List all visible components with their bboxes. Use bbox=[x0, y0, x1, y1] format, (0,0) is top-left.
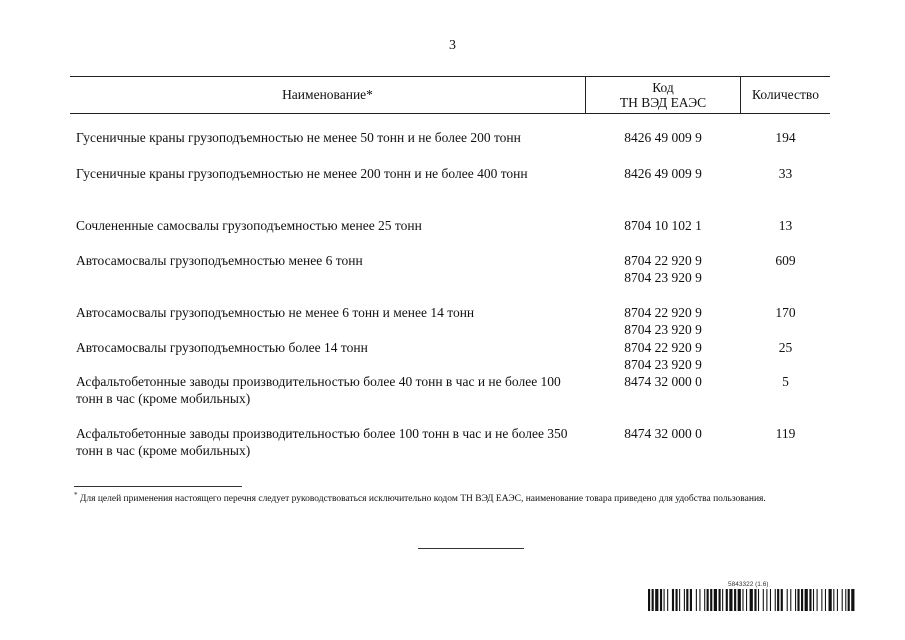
row-code: 8704 23 920 9 bbox=[624, 356, 702, 372]
barcode-bar bbox=[763, 589, 764, 611]
row-quantity: 194 bbox=[775, 130, 796, 145]
barcode-bar bbox=[684, 589, 685, 611]
barcode-label: 5843322 (1.6) bbox=[728, 581, 769, 588]
row-code: 8704 23 920 9 bbox=[624, 321, 702, 337]
barcode-bar bbox=[813, 589, 814, 611]
barcode-bar bbox=[758, 589, 759, 611]
barcode-bar bbox=[734, 589, 736, 611]
row-quantity: 25 bbox=[778, 340, 793, 355]
header-name: Наименование* bbox=[282, 87, 373, 102]
barcode-bar bbox=[746, 589, 747, 611]
row-name: Асфальтобетонные заводы производительностью более 40 тонн в час и не более 100 тонн в час (кроме мобильных) bbox=[76, 374, 561, 406]
row-quantity: 609 bbox=[775, 253, 796, 268]
barcode-bar bbox=[805, 589, 808, 611]
header-code-line1: Код bbox=[652, 79, 674, 95]
header-code-line2: ТН ВЭД ЕАЭС bbox=[619, 94, 707, 110]
row-codes bbox=[586, 374, 740, 391]
barcode-bar bbox=[845, 589, 846, 611]
row-code: 8704 10 102 1 bbox=[624, 218, 702, 233]
row-quantity: 170 bbox=[775, 305, 796, 320]
row-code: 8704 22 920 9 bbox=[624, 305, 702, 320]
barcode-bar bbox=[726, 589, 728, 611]
row-codes bbox=[586, 426, 740, 443]
barcode-bar bbox=[777, 589, 779, 611]
row-name: Автосамосвалы грузоподъемностью более 14 тонн bbox=[76, 340, 368, 355]
barcode-bar bbox=[664, 589, 665, 611]
barcode-bar bbox=[667, 589, 668, 611]
row-code: 8474 32 000 0 bbox=[624, 374, 702, 389]
barcode-bar bbox=[829, 589, 832, 611]
barcode-bar bbox=[797, 589, 799, 611]
barcode-bar bbox=[790, 589, 791, 611]
footnote-separator bbox=[74, 486, 242, 487]
barcode-bar bbox=[719, 589, 721, 611]
barcode-bar bbox=[787, 589, 788, 611]
page-number: 3 bbox=[449, 38, 456, 53]
barcode-bar bbox=[750, 589, 753, 611]
row-codes bbox=[586, 218, 740, 235]
barcode-bar bbox=[842, 589, 843, 611]
row-code: 8426 49 009 9 bbox=[624, 130, 702, 145]
barcode-bar bbox=[801, 589, 803, 611]
barcode-bar bbox=[837, 589, 838, 611]
row-name: Асфальтобетонные заводы производительностью более 100 тонн в час и не более 350 тонн в час (кроме мобильных) bbox=[76, 426, 568, 458]
barcode-bar bbox=[821, 589, 822, 611]
header-quantity: Количество bbox=[752, 87, 819, 102]
barcode-bar bbox=[722, 589, 723, 611]
barcode-bar bbox=[795, 589, 796, 611]
barcode-bar bbox=[766, 589, 767, 611]
barcode-bar bbox=[742, 589, 743, 611]
barcode-bar bbox=[833, 589, 834, 611]
row-codes bbox=[586, 253, 740, 286]
row-quantity: 33 bbox=[778, 166, 793, 181]
row-codes bbox=[586, 305, 740, 338]
barcode-bar bbox=[679, 589, 680, 611]
barcode-icon bbox=[648, 589, 856, 611]
barcode-bar bbox=[675, 589, 677, 611]
barcode-bar bbox=[699, 589, 700, 611]
barcode-bar bbox=[660, 589, 662, 611]
row-name: Сочлененные самосвалы грузоподъемностью менее 25 тонн bbox=[76, 218, 422, 233]
row-code: 8704 23 920 9 bbox=[624, 269, 702, 285]
barcode-bar bbox=[775, 589, 776, 611]
header-code bbox=[586, 76, 740, 113]
table-header-rule bbox=[70, 113, 830, 114]
barcode-bar bbox=[770, 589, 771, 611]
barcode-bar bbox=[707, 589, 709, 611]
barcode-bar bbox=[738, 589, 741, 611]
barcode-bar bbox=[672, 589, 674, 611]
barcode-bar bbox=[809, 589, 811, 611]
barcode-bar bbox=[690, 589, 692, 611]
row-quantity: 13 bbox=[778, 218, 793, 233]
barcode-bar bbox=[851, 589, 854, 611]
row-code: 8474 32 000 0 bbox=[624, 426, 702, 441]
row-quantity: 5 bbox=[782, 374, 789, 389]
footnote bbox=[74, 489, 830, 505]
barcode-bar bbox=[714, 589, 717, 611]
barcode-bar bbox=[648, 589, 650, 611]
barcode-bar bbox=[655, 589, 658, 611]
row-code: 8704 22 920 9 bbox=[624, 253, 702, 268]
row-name: Гусеничные краны грузоподъемностью не менее 50 тонн и не более 200 тонн bbox=[76, 130, 521, 145]
barcode-bar bbox=[652, 589, 654, 611]
barcode-bar bbox=[754, 589, 756, 611]
barcode-bar bbox=[696, 589, 697, 611]
barcode-bar bbox=[781, 589, 783, 611]
row-codes bbox=[586, 130, 740, 147]
barcode-bar bbox=[704, 589, 705, 611]
barcode-bar bbox=[729, 589, 732, 611]
barcode-bar bbox=[848, 589, 850, 611]
barcode-bar bbox=[710, 589, 712, 611]
row-code: 8704 22 920 9 bbox=[624, 340, 702, 355]
footnote-text: Для целей применения настоящего перечня следует руководствоваться исключительно кодом ТН ВЭД ЕАЭС, наименование товара приведено для удобства пользования. bbox=[79, 494, 766, 505]
row-code: 8426 49 009 9 bbox=[624, 166, 702, 181]
barcode-bar bbox=[686, 589, 688, 611]
row-quantity: 119 bbox=[775, 426, 796, 441]
row-name: Автосамосвалы грузоподъемностью не менее 6 тонн и менее 14 тонн bbox=[76, 305, 475, 320]
barcode-bar bbox=[817, 589, 818, 611]
end-of-document-rule bbox=[418, 548, 524, 549]
footnote-marker: * bbox=[74, 491, 78, 499]
barcode-bar bbox=[825, 589, 826, 611]
row-codes bbox=[586, 166, 740, 183]
row-name: Гусеничные краны грузоподъемностью не менее 200 тонн и не более 400 тонн bbox=[76, 166, 528, 181]
row-name: Автосамосвалы грузоподъемностью менее 6 тонн bbox=[76, 253, 363, 268]
row-codes bbox=[586, 340, 740, 373]
